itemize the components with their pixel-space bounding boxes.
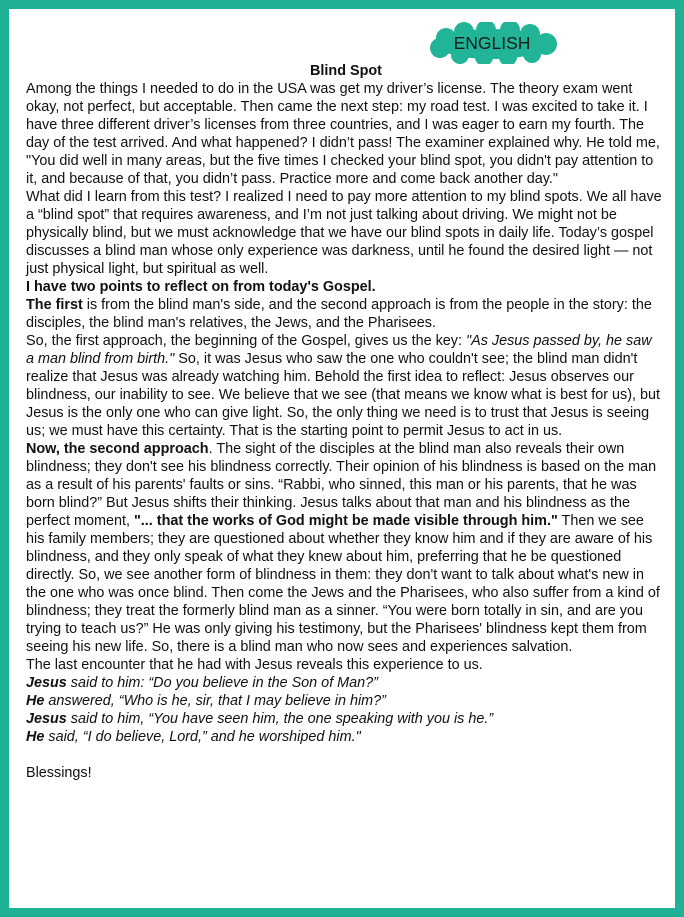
language-badge[interactable] (424, 22, 560, 64)
paragraph-lesson: What did I learn from this test? I realized I need to pay more attention to my blind spots. We all have a “blind spot” that requires awareness, and I’m not just talking about driving. We might not be physically blind, but we must acknowledge that we have our blind spots in daily life. Today’s gospel discusses a blind man whose only experience was darkness, until he found the desired light — not just physical light, but spiritual as well. (26, 189, 662, 277)
paragraph-first-point (26, 296, 662, 332)
first-approach-intro: So, the first approach, the beginning of the Gospel, gives us the key: (26, 333, 466, 349)
dialogue-speaker: He (26, 693, 45, 709)
dialogue-line (26, 728, 662, 746)
works-of-god-quote: "... that the works of God might be made visible through him." (133, 513, 558, 529)
article-title: Blind Spot (310, 63, 382, 79)
dialogue-text: said, “I do believe, Lord,” and he worshiped him." (44, 729, 361, 745)
first-approach-text: So, it was Jesus who saw the one who couldn't see; the blind man didn't realize that Jesus was already watching him. Behold the first idea to reflect: Jesus observes our blindness, our inability to see. We believe that we see (that means we know what is best for us), but Jesus is the only one who can give light. So, the only thing we need is to trust that Jesus is seeing us; we must have this certainty. That is the starting point to permit Jesus to act in us. (26, 351, 661, 439)
second-approach-lead: Now, the second approach (26, 441, 209, 457)
first-point-lead: The first (26, 297, 83, 313)
dialogue-speaker: Jesus (26, 711, 67, 727)
language-badge-label: ENGLISH (453, 33, 531, 53)
second-approach-text-a: . The sight of the disciples at the blind man also reveals their own blindness; they don't see his blindness correctly. Their opinion of his blindness is based on the man as a result of his parents' faults or sins. “Rabbi, who sinned, this man or his parents, that he was born blind?” But Jesus shifts their thinking. Jesus talks about that man and his blindness as the perfect moment, (26, 441, 657, 529)
gospel-quote: "As Jesus passed by, he saw a man blind from birth." (26, 333, 652, 367)
paragraph-last-encounter: The last encounter that he had with Jesus reveals this experience to us. (26, 657, 483, 673)
closing-blessing: Blessings! (26, 765, 92, 781)
dialogue-text: said to him: “Do you believe in the Son of Man?” (66, 675, 378, 691)
dialogue-line (26, 710, 662, 728)
dialogue-line (26, 692, 662, 710)
dialogue-text: answered, “Who is he, sir, that I may believe in him?” (44, 693, 386, 709)
second-approach-text-b: Then we see his family members; they are questioned about whether they know him and if they are aware of his blindness, and they only speak of what they knew about him, preferring that he be questioned directly. So, we see another form of blindness in them: they don't want to talk about what's new in the one who was once blind. Then come the Jews and the Pharisees, who also suffer from a kind of blindness; they treat the formerly blind man as a sinner. “You were born totally in sin, and are you trying to teach us?” He was only giving his testimony, but the Pharisees' blindness kept them from seeing his new life. So, there is a blind man who now sees and experiences salvation. (26, 513, 660, 655)
section-heading: I have two points to reflect on from today's Gospel. (26, 279, 376, 295)
paragraph-intro: Among the things I needed to do in the USA was get my driver’s license. The theory exam went okay, not perfect, but acceptable. Then came the next step: my road test. I was excited to take it. I have three different driver’s licenses from three countries, and I was eager to earn my fourth. The day of the test arrived. And what happened? I didn’t pass! The examiner explained why. He told me, "You did well in many areas, but the five times I checked your blind spot, you didn't pay attention to it, and because of that, you didn’t pass. Practice more and come back another day." (26, 81, 660, 187)
dialogue-line (26, 674, 662, 692)
paragraph-second-approach (26, 440, 662, 656)
dialogue-speaker: Jesus (26, 675, 67, 691)
dialogue-text: said to him, “You have seen him, the one speaking with you is he.” (66, 711, 494, 727)
dialogue-speaker: He (26, 729, 45, 745)
article (26, 62, 662, 782)
first-point-text: is from the blind man's side, and the second approach is from the people in the story: the disciples, the blind man's relatives, the Jews, and the Pharisees. (26, 297, 652, 331)
paragraph-first-approach (26, 332, 662, 440)
blank-line (26, 746, 662, 764)
